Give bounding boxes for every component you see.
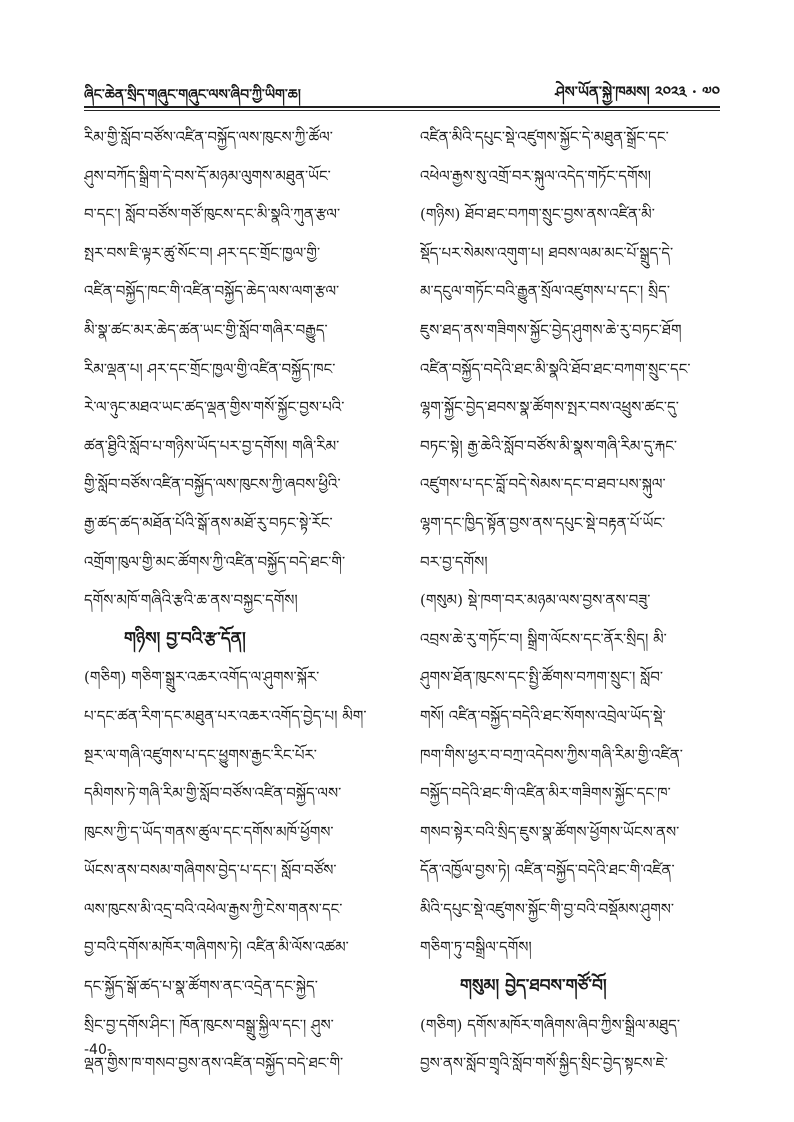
- text-line: སྔར་ལ་གཞི་འཛུགས་པ་དང་ཕྱུགས་རྒྱང་རིང་པོར་: [84, 745, 317, 764]
- text-line: སྡོད་པར་སེམས་འགུག་པ། ཐབས་ལམ་མང་པོ་སྒྲུད་དེ་: [420, 243, 674, 262]
- text-line: འཛུགས་པ་དང་བློ་བདེ་སེམས་དང་བ་ཐབ་པས་སྐུལ་: [420, 475, 666, 494]
- section-heading: གསུམ། བྱེད་ཐབས་གཙོ་བོ།: [460, 976, 607, 997]
- text-line: བར་བྱ་དགོས།: [420, 552, 488, 571]
- header-rule-thin: [84, 110, 720, 111]
- text-line: མ་དངུལ་གཏོང་བའི་རྒྱུན་སྲོལ་འཛུགས་པ་དང་། སྲིད་: [420, 282, 670, 301]
- text-line: འཛིན་མིའི་དཔུང་སྡེ་འཛུགས་སྐྱོང་དེ་མཐུན་སྒྲོང་དང་: [420, 128, 669, 146]
- text-line: རེ་ལ་ཉུང་མཐའ་ཡང་ཚད་ལྡན་གྱིས་གསོ་སྐྱོང་བྱས་པའི་: [84, 398, 345, 417]
- text-line: རིམ་གྱི་སློབ་བཙོས་འཛིན་བསྐྱོད་ལས་ཁུངས་ཀྱི་ཚོལ་: [84, 128, 333, 146]
- text-line: (གཉིས) ཐོབ་ཐང་བཀག་སྲུང་བྱས་ནས་འཛིན་མི་: [420, 205, 655, 224]
- text-line: ཇུས་ཐད་ནས་གཟིགས་སྐྱོང་བྱེད་ཤུགས་ཆེ་རུ་བཏང་ཐོག: [420, 320, 682, 339]
- text-line: དོན་འཁྱོལ་བྱས་ཏེ། འཛིན་བསྐྱོད་བདེའི་ཐང་གི་འཛིན་: [420, 861, 675, 880]
- text-line: ལས་ཁུངས་མི་འདྲ་བའི་འཕེལ་རྒྱས་ཀྱི་ངེས་གནས་དང་: [84, 899, 343, 918]
- text-line: དམིགས་ཏེ་གཞི་རིམ་གྱི་སློབ་བཙོས་འཛིན་བསྐྱོད་ལས་: [84, 784, 342, 803]
- text-line: ཁུངས་ཀྱི་ད་ཡོད་གནས་ཚུལ་དང་དགོས་མཁོ་ཕྱོགས་: [84, 822, 334, 841]
- text-line: གྱི་སློབ་བཙོས་འཛིན་བསྐྱོད་ལས་ཁུངས་ཀྱི་ཞབས་ཕྱིའི་: [84, 475, 341, 494]
- text-line: འབྲས་ཆེ་རུ་གཏོང་བ། སྒྲིག་ལོངས་དང་ནོར་སྲིད། མི་: [420, 629, 667, 648]
- page-number: -40-: [84, 1042, 112, 1058]
- text-line: (གསུམ) སྡེ་ཁག་བར་མཉམ་ལས་བྱས་ནས་བཟུ་: [420, 591, 651, 610]
- text-line: ཚན་ཐྱིའི་སློབ་པ་གཉིས་ཡོད་པར་བྱ་དགོས། གཞི་རིམ་: [84, 436, 340, 455]
- text-line: ཤུས་བཀོད་སྒྲིག་དེ་བས་དོ་མཉམ་ལུགས་མཐུན་ཡོང་: [84, 166, 331, 185]
- text-line: བྱས་ནས་སློབ་གྲྭའི་སློབ་གསོ་སྐྱིད་སྲིང་བྱེད་སྟངས་ཇེ་: [420, 1054, 668, 1073]
- text-line: སྲིང་བྱ་དགོས་ཤིང་། ཁོན་ཁུངས་བསྒྲུ་སྐྱིལ་དང་། ཤུས་: [84, 1015, 334, 1034]
- text-line: པ་དང་ཚན་རིག་དང་མཐུན་པར་འཆར་འགོད་བྱེད་པ། མིག་: [84, 706, 367, 725]
- text-line: བཏང་སྟེ། རྒྱ་ཆེའི་སློབ་བཙོས་མི་སྣས་གཞི་རིམ་དུ་རྐང་: [420, 436, 678, 455]
- text-line: འཛིན་བསྐྱོད་བདེའི་ཐང་མི་སྣའི་ཐོབ་ཐང་བཀག་སྲུང་དང་: [420, 359, 691, 378]
- right-column: [420, 118, 720, 1083]
- text-line: བ་དང་། སློབ་བཙོས་གཙོ་ཁུངས་དང་མི་སྣའི་ཀུན་རྩལ་: [84, 205, 341, 224]
- text-line: དགོས་མཁོ་གཞིའི་རྩའི་ཆ་ནས་བསྐྱང་དགོས།: [84, 591, 298, 610]
- text-line: ཤུགས་ཐོན་ཁུངས་དང་སྤྱི་ཚོགས་བཀག་སྲུང་། སློབ་: [420, 668, 664, 687]
- text-line: འཛིན་བསྐྱོད་ཁང་གི་འཛིན་བསྐྱོད་ཆེད་ལས་ལག་རྩལ་: [84, 282, 340, 301]
- page-header: [84, 70, 720, 110]
- text-line: མིའི་དཔུང་སྡེ་འཛུགས་སྐྱོང་གི་བྱ་བའི་བསྡོམས་ཤུགས་: [420, 899, 675, 918]
- text-line: ལྡན་གྱིས་ཁ་གསབ་བྱས་ནས་འཛིན་བསྐྱོད་བདེ་ཐང་གི་: [84, 1054, 344, 1073]
- text-line: གསབ་སྟེར་བའི་སྲིད་ཇུས་སྣ་ཚོགས་ཕྱོགས་ཡོངས་ནས་: [420, 822, 680, 841]
- text-line: འགྲོག་ཁུལ་གྱི་མང་ཚོགས་ཀྱི་འཛིན་བསྐྱོད་བདེ་ཐང་གི་: [84, 552, 346, 571]
- text-line: བྱ་བའི་དགོས་མཁོར་གཞིགས་ཏེ། འཛིན་མི་ལོས་འཚམ་: [84, 938, 349, 957]
- text-line: སྤར་བས་ཇི་ལྟར་ཚུ་སོང་བ། ཤར་དང་གྲོང་ཁྱལ་གྱི་: [84, 243, 321, 262]
- text-line: ཡོངས་ནས་བསམ་གཞིགས་བྱེད་པ་དང་། སློབ་བཙོས་: [84, 861, 337, 880]
- journal-title: ཞིང་ཆེན་སྲིད་གཞུང་གཞུང་ལས་ཞིབ་ཀྱི་ཡིག་ཆ།: [84, 87, 301, 103]
- left-column: [84, 118, 384, 1083]
- text-line: གཅིག་ཏུ་བསྒྲིལ་དགོས།: [420, 938, 532, 957]
- issue-info: ཤེས་ཡོན་སྐྱེ་ཁམས། ༢༠༢༣ · ༧༠: [555, 83, 720, 101]
- text-line: གསོ། འཛིན་བསྐྱོད་བདེའི་ཐང་སོགས་འབྲེལ་ཡོད་སྡེ་: [420, 706, 666, 725]
- text-line: རྒྱ་ཚད་ཚད་མཐོན་པོའི་སྒོ་ནས་མཐོ་རུ་བཏང་སྟེ་རོང་: [84, 513, 333, 532]
- text-line: འཕེལ་རྒྱས་སུ་འགྲོ་བར་སྐུལ་འདེད་གཏོང་དགོས།: [420, 166, 651, 185]
- text-line: ཁག་གིས་ཕྱར་བ་བཀྲ་འདེབས་ཀྱིས་གཞི་རིམ་གྱི་འཛིན་: [420, 745, 683, 764]
- text-line: བསྐྱོད་བདེའི་ཐང་གི་འཛིན་མིར་གཟིགས་སྐྱོང་དང་ཁ་: [420, 784, 671, 803]
- text-line: (གཅིག) དགོས་མཁོར་གཞིགས་ཞིབ་ཀྱིས་སྒྲིལ་མཐུད་: [420, 1015, 681, 1034]
- section-heading: གཉིས། བྱ་བའི་རྩ་དོན།: [124, 628, 246, 649]
- text-line: རིམ་ལྡན་པ། ཤར་དང་གྲོང་ཁྱལ་གྱི་འཛིན་བསྐྱོད་ཁང་: [84, 359, 336, 378]
- text-line: མི་སྣ་ཚང་མར་ཆེད་ཚན་ཡང་གྱི་སློབ་གཞིར་བརྒྱུད་: [84, 320, 328, 339]
- text-line: ལྷག་སྐྱོང་བྱེད་ཐབས་སྣ་ཚོགས་སྤར་བས་འཕྲུས་ཚང་དུ་: [420, 398, 679, 417]
- text-line: (གཅིག) གཅིག་སྒྲུར་འཆར་འགོད་ལ་ཤུགས་སྐོར་: [84, 668, 320, 687]
- text-line: ལྷག་དང་ཁྱིད་སྟོན་བྱས་ནས་དཔུང་སྡེ་བརྟན་པོ་ཡོང་: [420, 513, 666, 532]
- header-rule-thick: [84, 106, 720, 108]
- text-line: དང་སྐྱོད་སྒོ་ཚད་པ་སྣ་ཚོགས་ནང་འདྲེན་དང་སྐྱེད་: [84, 977, 318, 996]
